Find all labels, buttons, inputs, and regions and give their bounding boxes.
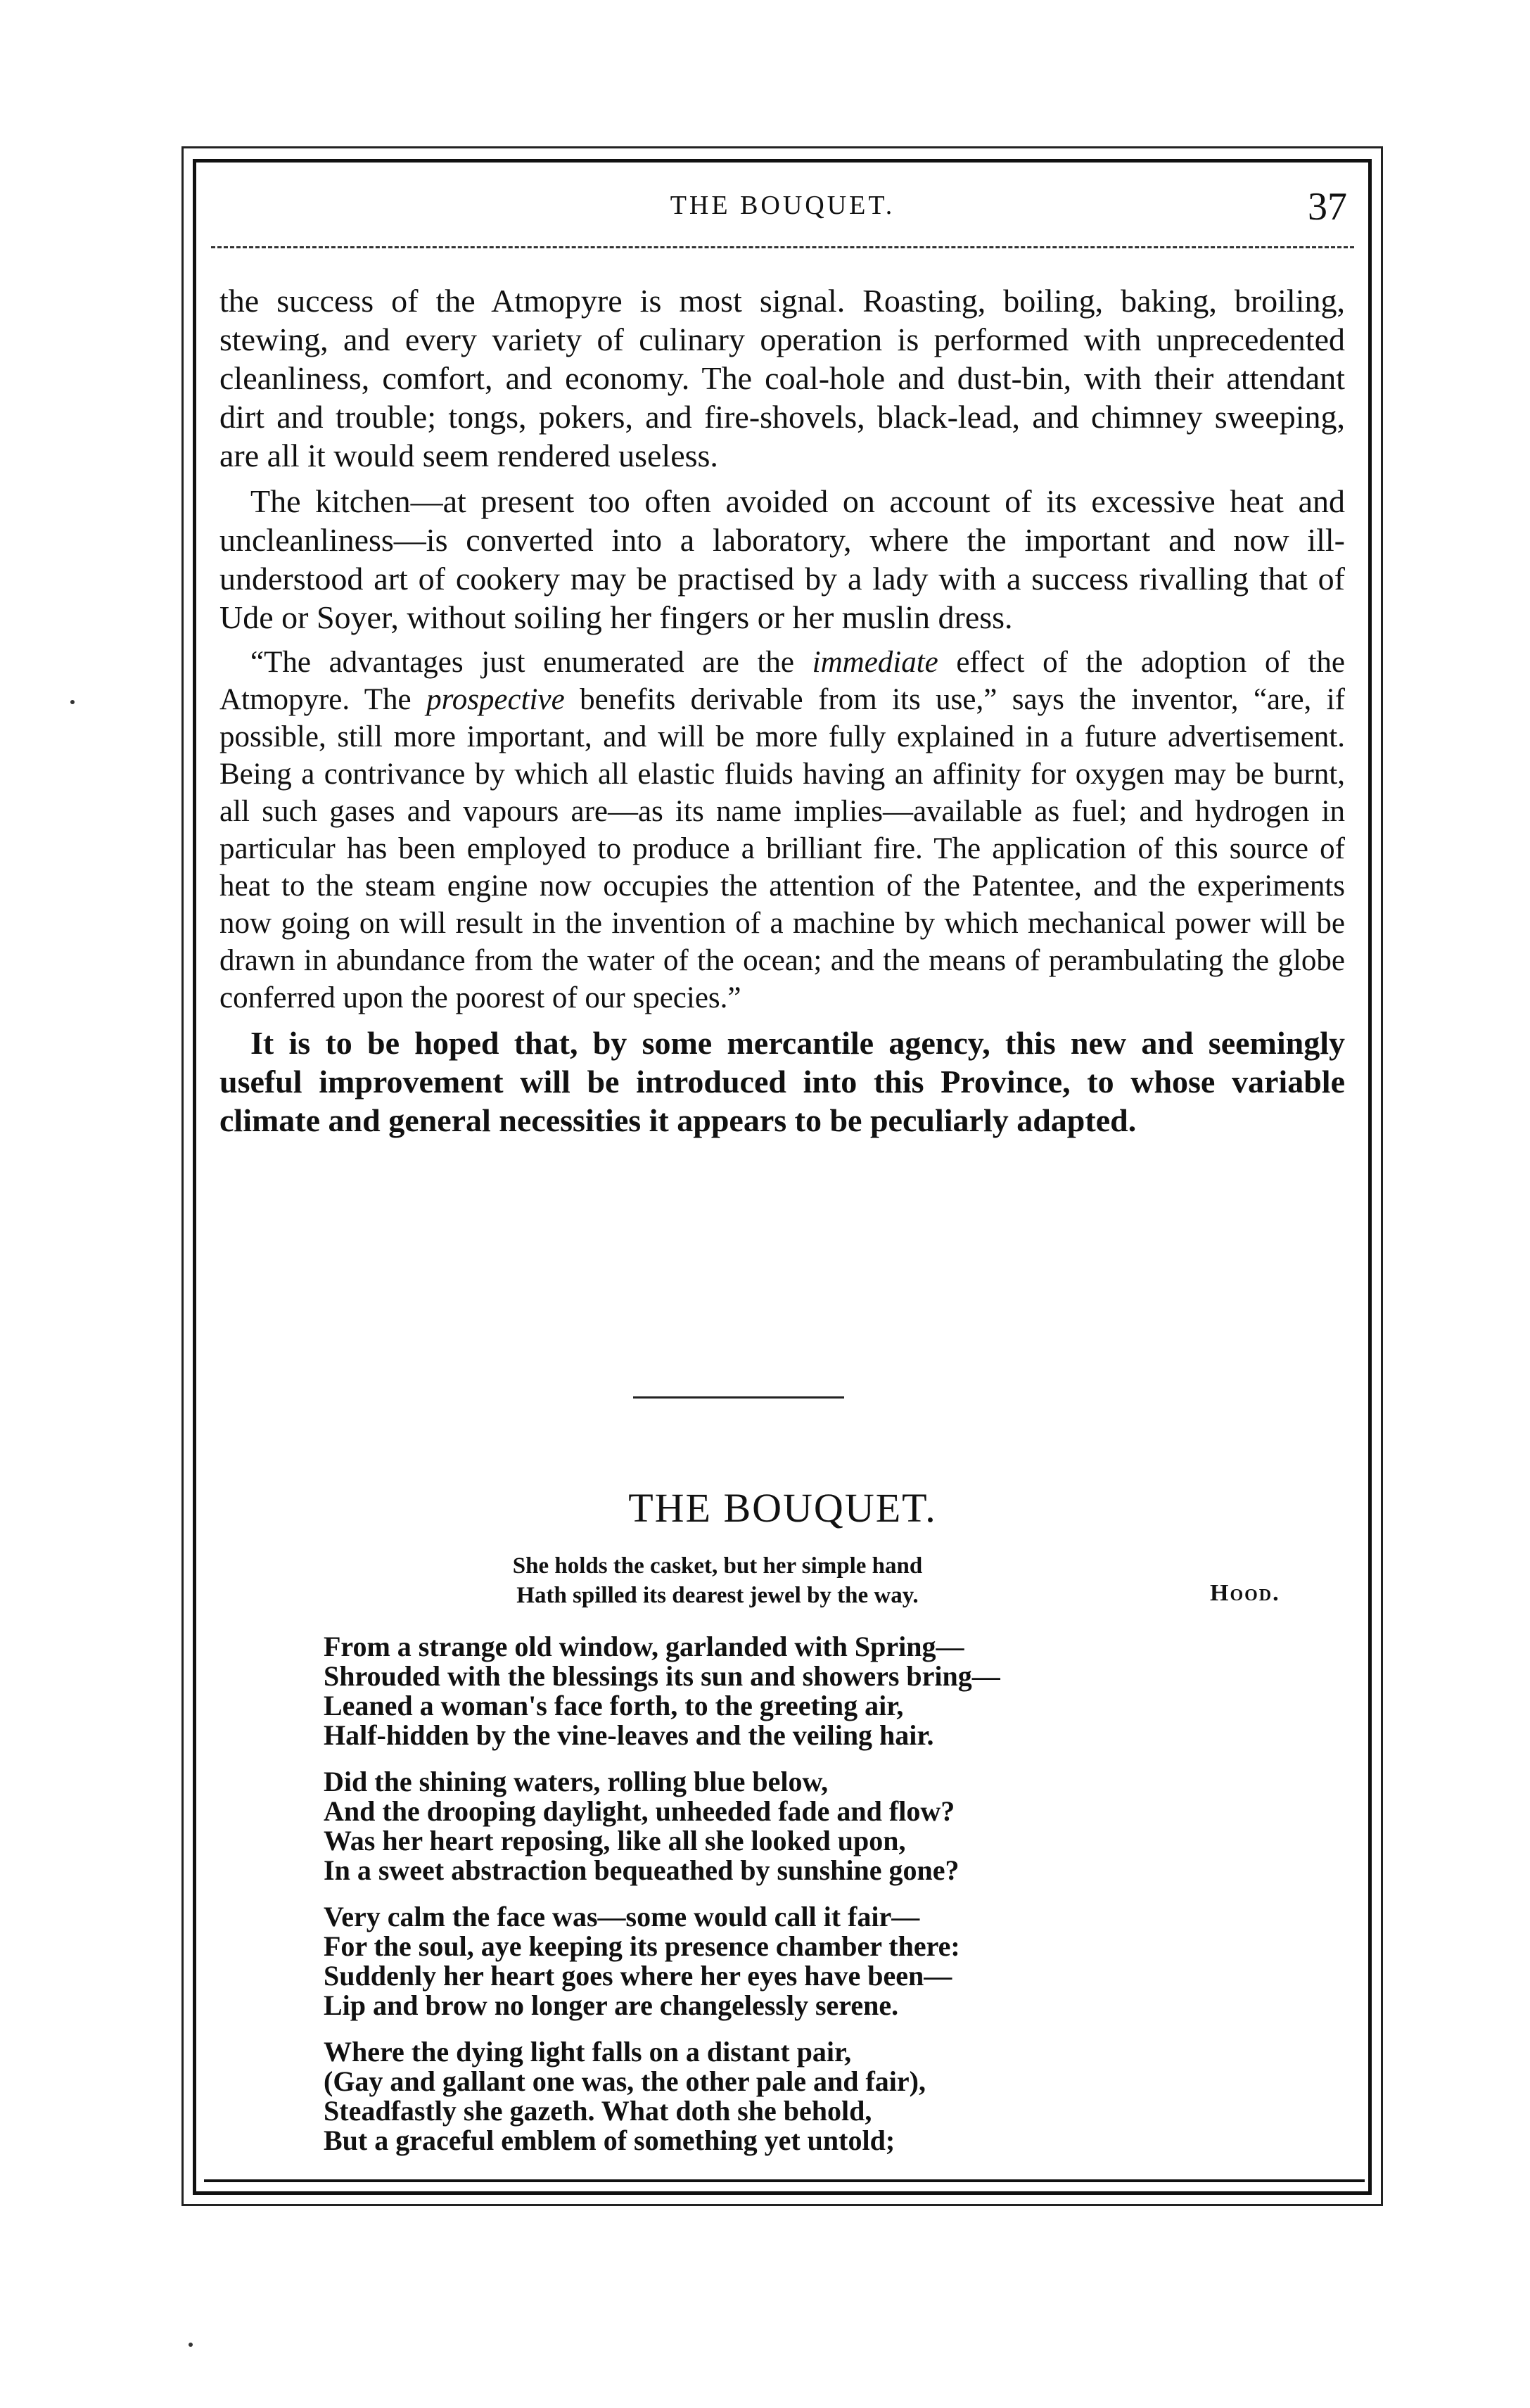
poem-line: Shrouded with the blessings its sun and showers bring— xyxy=(324,1660,1000,1692)
quote-text-3: benefits derivable from its use,” says the inventor, “are, if possible, still more important, and will be more fully explained in a future advertisement. Being a contrivance by which all elastic fluids having an affinity for oxygen may be burnt, all such gases and vapours are—as its name implies—available as fuel; and hydrogen in particular has been employed to produce a brilliant fire. The application of this source of heat to the steam engine now occupies the attention of the Patentee, and the experiments now going on will result in the invention of a machine by which mechanical power will be drawn in abundance from the water of the ocean; and the means of perambulating the globe conferred upon the poorest of our species.” xyxy=(219,683,1345,1014)
poem-line: Was her heart reposing, like all she looked upon, xyxy=(324,1825,906,1856)
poem-line: But a graceful emblem of something yet untold; xyxy=(324,2124,895,2156)
poem-body xyxy=(324,1632,1238,2172)
stanza xyxy=(324,2037,1238,2155)
poem-line: Half-hidden by the vine-leaves and the veiling hair. xyxy=(324,1719,934,1751)
poem-line: Very calm the face was—some would call it fair— xyxy=(324,1901,920,1932)
section-separator xyxy=(633,1396,844,1399)
stanza xyxy=(324,1902,1238,2020)
quote-paragraph xyxy=(219,644,1345,1017)
bottom-rule xyxy=(204,2179,1365,2182)
poem-line: Where the dying light falls on a distant pair, xyxy=(324,2036,852,2068)
page-header xyxy=(211,184,1354,241)
ink-speck xyxy=(189,2343,193,2347)
article-body xyxy=(219,281,1345,1147)
quote-italic-1: immediate xyxy=(812,646,938,679)
epigraph-author: Hood. xyxy=(1210,1580,1280,1606)
poem-line: Lip and brow no longer are changelessly serene. xyxy=(324,1989,899,2021)
quote-text-1: “The advantages just enumerated are the xyxy=(250,646,812,679)
quote-italic-2: prospective xyxy=(426,683,565,716)
ink-speck xyxy=(70,700,75,704)
running-title: THE BOUQUET. xyxy=(670,191,895,220)
header-rule xyxy=(211,246,1354,248)
stanza xyxy=(324,1767,1238,1885)
poem-line: For the soul, aye keeping its presence chamber there: xyxy=(324,1930,960,1962)
poem-line: And the drooping daylight, unheeded fade and flow? xyxy=(324,1795,955,1827)
poem-line: In a sweet abstraction bequeathed by sunshine gone? xyxy=(324,1854,960,1886)
paragraph-2: The kitchen—at present too often avoided on account of its excessive heat and uncleanliness—is converted into a laboratory, where the important and now ill-understood art of cookery may be practised by a lady with a success rivalling that of Ude or Soyer, without soiling her fingers or her muslin dress. xyxy=(219,483,1345,635)
closing-paragraph: It is to be hoped that, by some mercantile agency, this new and seemingly useful improvement will be introduced into this Province, to whose variable climate and general necessities it appears to be peculiarly adapted. xyxy=(219,1025,1345,1138)
page-number: 37 xyxy=(1308,185,1347,229)
stanza xyxy=(324,1632,1238,1750)
epigraph-line-2: Hath spilled its dearest jewel by the way. xyxy=(516,1583,919,1608)
epigraph xyxy=(436,1551,999,1610)
paragraph-1: the success of the Atmopyre is most signal. Roasting, boiling, baking, broiling, stewing, and every variety of culinary operation is performed with unprecedented cleanliness, comfort, and economy. The coal-hole and dust-bin, with their attendant dirt and trouble; tongs, pokers, and fire-shovels, black-lead, and chimney sweeping, are all it would seem rendered useless. xyxy=(219,283,1345,473)
poem-line: Did the shining waters, rolling blue below, xyxy=(324,1766,829,1797)
poem-line: Leaned a woman's face forth, to the greeting air, xyxy=(324,1690,904,1721)
poem-line: Suddenly her heart goes where her eyes have been— xyxy=(324,1960,952,1992)
poem-line: Steadfastly she gazeth. What doth she behold, xyxy=(324,2095,872,2127)
poem-title: THE BOUQUET. xyxy=(628,1485,937,1531)
poem-line: (Gay and gallant one was, the other pale and fair), xyxy=(324,2065,926,2097)
epigraph-line-1: She holds the casket, but her simple hand xyxy=(512,1553,923,1579)
quote-text-2: effect of the adoption of the Atmopyre. The xyxy=(219,646,1345,716)
poem-line: From a strange old window, garlanded with Spring— xyxy=(324,1631,964,1662)
